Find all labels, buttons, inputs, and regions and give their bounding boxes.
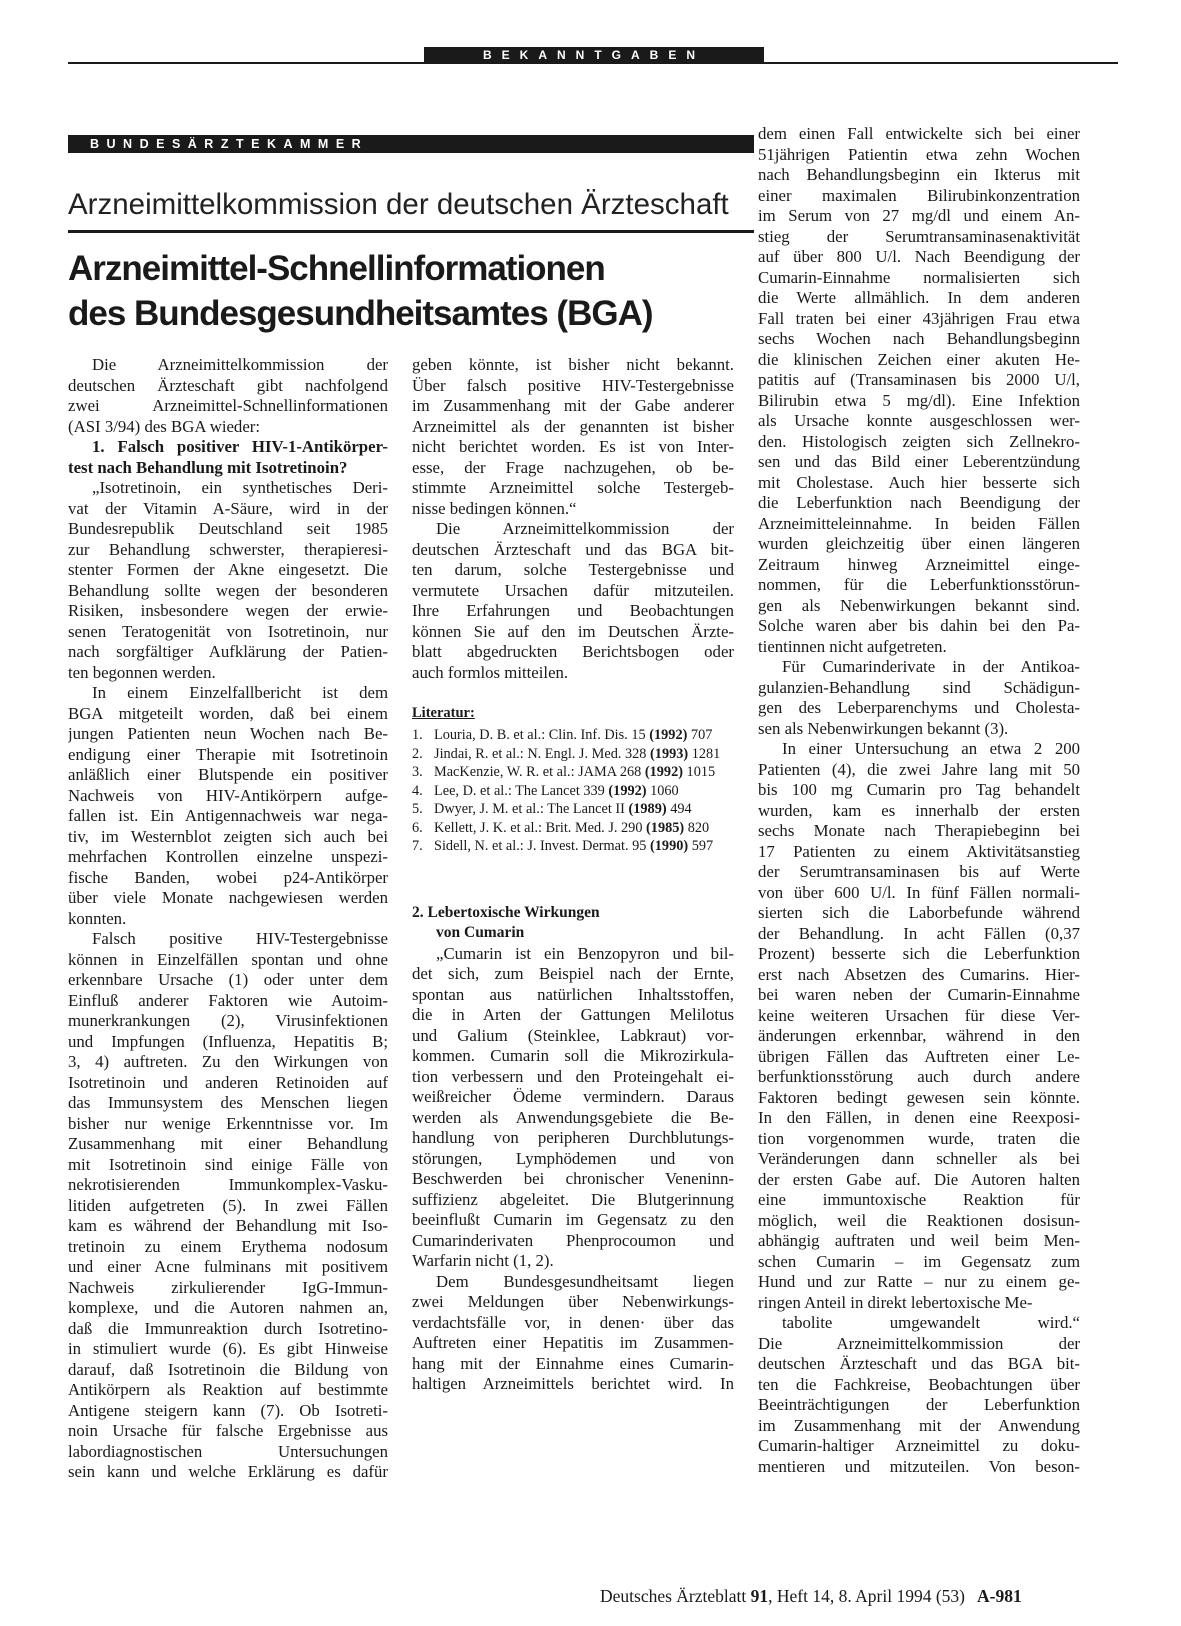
section-2-heading-line-1: 2. Lebertoxische Wirkungen <box>412 903 600 921</box>
text-line: nach sorgfältiger Aufklärung der Patien- <box>68 642 388 661</box>
literature-citation: Sidell, N. et al.: J. Invest. Dermat. 95 <box>434 838 651 854</box>
text-line: 1. Falsch positiver HIV-1-Antikörper- <box>92 437 388 456</box>
text-line: vat der Vitamin A-Säure, wird in der <box>68 498 388 518</box>
text-line: Für Cumarinderivate in der Antikoa- <box>782 657 1080 676</box>
literature-number: 2. <box>412 745 423 762</box>
text-line: bei waren neben der Cumarin-Einnahme <box>758 985 1080 1004</box>
text-line: die klinischen Zeichen einer akuten He- <box>758 349 1080 369</box>
literature-item <box>412 820 734 838</box>
text-line: im Serum von 27 mg/dl und einem An- <box>758 206 1080 225</box>
literature-item <box>412 801 734 819</box>
literature-list <box>412 727 734 856</box>
text-line: gulanzien-Behandlung sind Schädigun- <box>758 677 1080 697</box>
literature-number: 5. <box>412 801 423 817</box>
text-line: Die Arzneimittelkommission der <box>92 355 388 374</box>
footer-journal: Deutsches Ärzteblatt <box>600 1586 751 1606</box>
text-line: blatt abgedruckten Berichtsbogen oder <box>412 642 734 661</box>
text-line: Bilirubin etwa 5 mg/dl). Eine Infektion <box>758 390 1080 410</box>
literature-citation: Louria, D. B. et al.: Clin. Inf. Dis. 15 <box>434 727 650 743</box>
text-line: Einfluß anderer Faktoren wie Autoim- <box>68 990 388 1010</box>
literature-year: (1993) <box>650 745 689 762</box>
text-line: sen und das Bild einer Leberentzündung <box>758 452 1080 471</box>
subtitle-rule <box>68 230 754 233</box>
text-line: möglich, weil die Reaktionen dosisun- <box>758 1210 1080 1230</box>
text-line: die Leberfunktion nach Beendigung der <box>758 493 1080 512</box>
text-line: nicht berichtet worden. Es ist von Inter- <box>412 437 734 456</box>
text-line: Risiken, insbesondere wegen der erwie- <box>68 601 388 620</box>
text-line: im Zusammenhang mit der Anwendung <box>758 1415 1080 1435</box>
text-line: jungen Patienten neun Wochen nach Be- <box>68 724 388 743</box>
text-line: spontan aus natürlichen Inhaltsstoffen, <box>412 984 734 1004</box>
text-line: esse, der Frage nachzugehen, ob be- <box>412 457 734 477</box>
text-line: tabolite umgewandelt wird.“ <box>782 1313 1080 1332</box>
literature-number: 1. <box>412 727 423 743</box>
text-line: 17 Patienten zu einem Aktivitätsanstieg <box>758 841 1080 861</box>
text-line: störungen, Lymphödemen und von <box>412 1148 734 1168</box>
text-line: anläßlich einer Blutspende ein positiver <box>68 765 388 784</box>
literature-item <box>412 764 734 782</box>
text-line: schen Cumarin – im Gegensatz zum <box>758 1251 1080 1271</box>
text-line: auf über 800 U/l. Nach Beendigung der <box>758 247 1080 266</box>
text-line: Die Arzneimittelkommission der <box>436 519 734 538</box>
text-line: labordiagnostischen Untersuchungen <box>68 1441 388 1461</box>
text-line: deutschen Ärzteschaft gibt nachfolgend <box>68 375 388 395</box>
text-line: geben könnte, ist bisher nicht bekannt. <box>412 355 734 374</box>
text-line: können in Einzelfällen spontan und ohne <box>68 949 388 969</box>
text-line: Cumarinderivaten Phenprocoumon und <box>412 1230 734 1250</box>
text-line: Isotretinoin und anderen Retinoiden auf <box>68 1072 388 1092</box>
text-line: In einem Einzelfallbericht ist dem <box>92 683 388 702</box>
title-line-2: des Bundesgesundheitsamtes (BGA) <box>68 294 653 333</box>
literature-pages: 1015 <box>682 764 716 780</box>
text-line: Veränderungen dann schneller als bei <box>758 1149 1080 1168</box>
text-line: darauf, daß Isotretinoin die Bildung von <box>68 1359 388 1379</box>
text-line: 51jährigen Patientin etwa zehn Wochen <box>758 144 1080 164</box>
text-line: Hund und zur Ratte – nur zu einem ge- <box>758 1272 1080 1291</box>
title-line-1: Arzneimittel-Schnellinformationen <box>68 249 605 288</box>
text-line: berfunktionsstörung auch durch andere <box>758 1067 1080 1086</box>
literature-year: (1990) <box>650 838 689 854</box>
text-line: Zeitraum hinweg Arzneimittel einge- <box>758 554 1080 574</box>
text-line: deutschen Ärzteschaft und das BGA bit- <box>758 1354 1080 1373</box>
text-line: abhängig auftraten und weil beim Men- <box>758 1231 1080 1250</box>
text-line: Beschwerden bei chronischer Veneninn- <box>412 1169 734 1188</box>
literature-citation: Dwyer, J. M. et al.: The Lancet II <box>434 801 629 817</box>
page-footer <box>600 1585 1080 1607</box>
text-line: ten die Fachkreise, Beobachtungen über <box>758 1374 1080 1394</box>
text-line: det sich, zum Beispiel nach der Ernte, <box>412 964 734 983</box>
text-line: „Cumarin ist ein Benzopyron und bil- <box>436 943 734 963</box>
text-line: hang mit der Einnahme eines Cumarin- <box>412 1353 734 1373</box>
text-line: wurden, kam es innerhalb der ersten <box>758 800 1080 820</box>
text-line: zwei Arzneimittel-Schnellinformationen <box>68 396 388 415</box>
text-line: Antigene steigern kann (7). Ob Isotreti- <box>68 1400 388 1420</box>
text-line: In den Fällen, in denen eine Reexposi- <box>758 1108 1080 1127</box>
text-line: tientinnen nicht aufgetreten. <box>758 636 947 656</box>
text-line: „Isotretinoin, ein synthetisches Deri- <box>92 478 388 497</box>
literature-year: (1985) <box>646 819 685 836</box>
text-line: ringen Anteil in direkt lebertoxische Me- <box>758 1292 1033 1312</box>
text-line: Behandlung sollte wegen der besonderen <box>68 580 388 600</box>
text-line: und Galium (Steinklee, Labkraut) vor- <box>412 1025 734 1045</box>
text-line: erkennbare Ursache (1) oder unter dem <box>68 970 388 989</box>
text-line: suffizienz abgeleitet. Die Blutgerinnung <box>412 1189 734 1209</box>
text-line: das Immunsystem des Menschen liegen <box>68 1093 388 1112</box>
text-line: ten begonnen werden. <box>68 662 216 682</box>
text-line: und Impfungen (Influenza, Hepatitis B; <box>68 1031 388 1051</box>
text-line: erst nach Absetzen des Cumarins. Hier- <box>758 964 1080 984</box>
article-title <box>68 246 758 336</box>
text-line: werden als Anwendungsgebiete die Be- <box>412 1107 734 1127</box>
literature-number: 4. <box>412 782 423 799</box>
footer-issue: , Heft 14, 8. April 1994 (53) <box>768 1586 965 1606</box>
text-line: tion vorgenommen wurde, traten die <box>758 1128 1080 1148</box>
text-line: von über 600 U/l. In fünf Fällen normali- <box>758 882 1080 902</box>
text-line: sechs Monate nach Therapiebeginn bei <box>758 821 1080 840</box>
column-2 <box>412 355 734 1395</box>
text-line: Bundesrepublik Deutschland seit 1985 <box>68 519 388 538</box>
text-line: bisher nur wenige Erkenntnisse vor. Im <box>68 1113 388 1133</box>
text-line: bis 100 mg Cumarin pro Tag behandelt <box>758 780 1080 799</box>
literature-citation: Lee, D. et al.: The Lancet 339 <box>434 782 609 799</box>
literature-item <box>412 746 734 764</box>
text-line: nisse bedingen können.“ <box>412 498 577 518</box>
text-line: tretinoin zu einem Erythema nodosum <box>68 1236 388 1256</box>
text-line: Arzneimittel als der genannten ist bisher <box>412 416 734 436</box>
literature-citation: MacKenzie, W. R. et al.: JAMA 268 <box>434 764 645 780</box>
literature-year: (1992) <box>644 764 683 780</box>
text-line: Arzneimitteleinnahme. In beiden Fällen <box>758 513 1080 533</box>
text-line: Dem Bundesgesundheitsamt liegen <box>436 1271 734 1291</box>
text-line: der ersten Gabe auf. Die Autoren halten <box>758 1169 1080 1189</box>
text-line: haltigen Arzneimittels berichtet wird. In <box>412 1374 734 1393</box>
text-line: tiv, im Westernblot zeigten sich auch bei <box>68 826 388 846</box>
text-line: test nach Behandlung mit Isotretinoin? <box>68 457 348 477</box>
text-line: patitis auf (Transaminasen bis 2000 U/l, <box>758 370 1080 389</box>
text-line: nekrotisierenden Immunkomplex-Vasku- <box>68 1175 388 1194</box>
text-line: zwei Meldungen über Nebenwirkungs- <box>412 1292 734 1311</box>
text-line: mit Cholestase. Auch hier besserte sich <box>758 472 1080 492</box>
text-line: dem einen Fall entwickelte sich bei einer <box>758 124 1080 143</box>
text-line: Nachweis von HIV-Antikörpern aufge- <box>68 785 388 805</box>
literature-number: 7. <box>412 838 423 854</box>
literature-item <box>412 838 734 856</box>
text-line: Beeinträchtigungen der Leberfunktion <box>758 1395 1080 1414</box>
text-line: BGA mitgeteilt worden, daß bei einem <box>68 703 388 723</box>
text-line: Faktoren bedingt gewesen sein könnte. <box>758 1087 1080 1107</box>
text-line: sein kann und welche Erklärung es dafür <box>68 1462 388 1481</box>
text-line: konnten. <box>68 908 127 928</box>
text-line: Auftreten einer Hepatitis im Zusammen- <box>412 1333 734 1352</box>
text-line: kam es während der Behandlung mit Iso- <box>68 1216 388 1235</box>
text-line: deutschen Ärzteschaft und das BGA bit- <box>412 539 734 559</box>
text-line: die in Arten der Gattungen Melilotus <box>412 1005 734 1024</box>
text-line: mit Isotretinoin sind einige Fälle von <box>68 1154 388 1174</box>
category-bar <box>68 135 754 153</box>
text-line: beeinflußt Cumarin im Gegensatz zu den <box>412 1210 734 1229</box>
text-line: Die Arzneimittelkommission der <box>758 1333 1080 1353</box>
text-line: der Serumtransaminasen bis auf Werte <box>758 862 1080 881</box>
section-tag-bar <box>424 47 764 63</box>
literature-heading: Literatur: <box>412 705 475 721</box>
text-line: einer maximalen Bilirubinkonzentration <box>758 185 1080 205</box>
literature-pages: 597 <box>688 838 714 854</box>
text-line: den. Histologisch zeigten sich Zellnekro- <box>758 431 1080 451</box>
text-line: Zusammenhang mit einer Behandlung <box>68 1134 388 1153</box>
literature-pages: 1060 <box>646 782 679 799</box>
text-line: komplexe, und die Autoren nahmen an, <box>68 1298 388 1317</box>
text-line: wurden gleichzeitig über einen längeren <box>758 534 1080 553</box>
text-line: gen als Nebenwirkungen bekannt sind. <box>758 595 1080 615</box>
text-line: verdachtsfälle vor, in denen· über das <box>412 1312 734 1332</box>
literature-item <box>412 783 734 801</box>
text-line: Über falsch positive HIV-Testergebnisse <box>412 375 734 395</box>
text-line: mentieren und mitzuteilen. Von beson- <box>758 1456 1080 1476</box>
literature-pages: 1281 <box>688 745 721 762</box>
text-line: nach Behandlungsbeginn ein Ikterus mit <box>758 165 1080 184</box>
literature-year: (1992) <box>649 727 688 743</box>
literature-citation: Jindai, R. et al.: N. Engl. J. Med. 328 <box>434 745 651 762</box>
text-line: stieg der Serumtransaminasenaktivität <box>758 226 1080 246</box>
literature-number: 6. <box>412 819 423 836</box>
text-line: weißreicher Ödeme vermindern. Daraus <box>412 1087 734 1106</box>
text-line: zur Behandlung schwerster, therapieresi- <box>68 539 388 559</box>
text-line: die Werte allmählich. In dem anderen <box>758 288 1080 307</box>
text-line: fallen ist. Ein Antigennachweis war nega- <box>68 806 388 825</box>
text-line: endigung einer Therapie mit Isotretinoin <box>68 744 388 764</box>
literature-pages: 707 <box>687 727 713 743</box>
footer-page-number: A-981 <box>977 1586 1022 1606</box>
text-line: mehrfachen Kontrollen einzelne unspezi- <box>68 847 388 866</box>
text-line: können Sie auf den im Deutschen Ärzte- <box>412 621 734 641</box>
article-subtitle: Arzneimittelkommission der deutschen Ärzteschaft <box>68 188 729 221</box>
text-line: Cumarin-Einnahme normalisierten sich <box>758 267 1080 287</box>
text-line: Cumarin-haltiger Arzneimittel zu doku- <box>758 1436 1080 1455</box>
text-line: Ihre Erfahrungen und Beobachtungen <box>412 601 734 620</box>
text-line: auch formlos mitteilen. <box>412 662 569 682</box>
text-line: stimmte Arzneimittel solche Testergeb- <box>412 478 734 497</box>
footer-volume: 91 <box>750 1586 769 1606</box>
literature-citation: Kellett, J. K. et al.: Brit. Med. J. 290 <box>434 819 647 836</box>
text-line: gen des Leberparenchyms und Cholesta- <box>758 698 1080 717</box>
text-line: munerkrankungen (2), Virusinfektionen <box>68 1011 388 1030</box>
section-2-heading-line-2: von Cumarin <box>436 924 525 941</box>
text-line: sechs Wochen nach Behandlungsbeginn <box>758 329 1080 348</box>
column-3 <box>758 124 1080 1477</box>
text-line: sen als Nebenwirkungen bekannt (3). <box>758 718 1009 738</box>
column-2-text-top <box>412 355 734 683</box>
literature-item <box>412 727 734 745</box>
text-line: senen Teratogenität von Isotretinoin, nur <box>68 621 388 641</box>
literature-year: (1989) <box>628 801 667 817</box>
text-line: vermutete Ursachen dafür mitzuteilen. <box>412 580 734 600</box>
text-line: der Behandlung. In acht Fällen (0,37 <box>758 923 1080 943</box>
text-line: Antikörpern als Reaktion auf bestimmte <box>68 1380 388 1399</box>
text-line: (ASI 3/94) des BGA wieder: <box>68 416 261 436</box>
column-1 <box>68 355 388 1483</box>
text-line: handlung von peripheren Durchblutungs- <box>412 1128 734 1147</box>
text-line: Fall traten bei einer 43jährigen Frau etwa <box>758 308 1080 328</box>
column-2-text-bottom <box>412 944 734 1395</box>
text-line: änderungen erkennbar, während in den <box>758 1026 1080 1045</box>
text-line: tion verbessern und den Proteingehalt ei- <box>412 1066 734 1086</box>
literature-number: 3. <box>412 764 423 780</box>
text-line: Solche waren aber bis dahin bei den Pa- <box>758 616 1080 635</box>
text-line: in stimuliert wurde (6). Es gibt Hinweise <box>68 1339 388 1358</box>
text-line: nommen, für die Leberfunktionsstörun- <box>758 575 1080 594</box>
category-label: BUNDESÄRZTEKAMMER <box>90 137 369 151</box>
text-line: sierten sich die Laborbefunde während <box>758 903 1080 922</box>
text-line: Falsch positive HIV-Testergebnisse <box>92 929 388 948</box>
text-line: litiden aufgetreten (5). In zwei Fällen <box>68 1195 388 1215</box>
text-line: übrigen Fällen das Auftreten einer Le- <box>758 1046 1080 1066</box>
text-line: über viele Monate nachgewiesen werden <box>68 888 388 907</box>
text-line: im Zusammenhang mit der Gabe anderer <box>412 396 734 415</box>
text-line: kommen. Cumarin soll die Mikrozirkula- <box>412 1046 734 1065</box>
text-line: In einer Untersuchung an etwa 2 200 <box>782 739 1080 758</box>
literature-year: (1992) <box>608 782 647 799</box>
text-line: keine weiteren Ursachen für diese Ver- <box>758 1005 1080 1025</box>
literature-pages: 820 <box>684 819 710 836</box>
text-line: als Ursache konnte ausgeschlossen wer- <box>758 411 1080 430</box>
text-line: fische Banden, wobei p24-Antikörper <box>68 867 388 887</box>
literature-pages: 494 <box>666 801 692 817</box>
text-line: 3, 4) auftreten. Zu den Wirkungen von <box>68 1052 388 1071</box>
section-tag: BEKANNTGABEN <box>483 48 705 62</box>
text-line: eine immuntoxische Reaktion für <box>758 1190 1080 1209</box>
text-line: Patienten (4), die zwei Jahre lang mit 50 <box>758 759 1080 779</box>
text-line: Warfarin nicht (1, 2). <box>412 1251 554 1270</box>
text-line: daß die Immunreaktion durch Isotretino- <box>68 1318 388 1338</box>
text-line: stenter Formen der Akne eingesetzt. Die <box>68 560 388 579</box>
text-line: noin Ursache für falsche Ergebnisse aus <box>68 1421 388 1440</box>
text-line: und einer Acne fulminans mit positivem <box>68 1257 388 1276</box>
text-line: Nachweis zirkulierender IgG-Immun- <box>68 1277 388 1297</box>
text-line: ten darum, solche Testergebnisse und <box>412 560 734 579</box>
text-line: Prozent) besserte sich die Leberfunktion <box>758 944 1080 963</box>
